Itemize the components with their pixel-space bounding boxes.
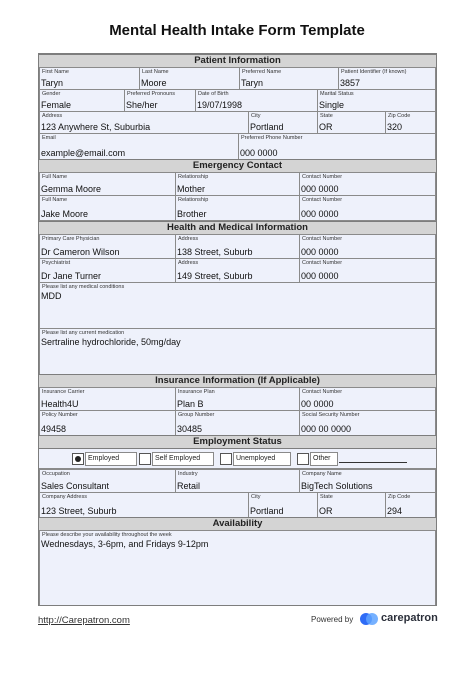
company-state-label: State — [320, 494, 333, 500]
pronouns-value: She/her — [126, 100, 158, 110]
section-employment-status: Employment Status — [39, 435, 436, 449]
physician-contact-value: 000 0000 — [301, 247, 339, 257]
company-zip-value: 294 — [387, 506, 403, 516]
industry-field[interactable] — [175, 469, 300, 493]
company-city-label: City — [251, 494, 261, 500]
other-specify-line[interactable] — [339, 462, 407, 463]
marital-status-value: Single — [319, 100, 345, 110]
employed-radio[interactable] — [72, 453, 84, 465]
address-label: Address — [42, 113, 63, 119]
email-label: Email — [42, 135, 56, 141]
section-health-medical: Health and Medical Information — [39, 221, 436, 235]
availability-label: Please describe your availability throughout the week — [42, 532, 172, 538]
unemployed-radio[interactable] — [220, 453, 232, 465]
occupation-value: Sales Consultant — [41, 481, 110, 491]
current-medication-field[interactable] — [39, 328, 436, 375]
preferred-name-value: Taryn — [241, 78, 264, 88]
physician-address-label: Address — [178, 236, 199, 242]
group-number-label: Group Number — [178, 412, 215, 418]
emergency-2-name-value: Jake Moore — [41, 209, 89, 219]
insurance-plan-label: Insurance Plan — [178, 389, 215, 395]
medical-conditions-label: Please list any medical conditions — [42, 284, 125, 290]
emergency-1-relationship-value: Mother — [177, 184, 206, 194]
city-field[interactable] — [248, 111, 318, 134]
insurance-carrier-label: Insurance Carrier — [42, 389, 85, 395]
psychiatrist-contact-value: 000 0000 — [301, 271, 339, 281]
insurance-plan-value: Plan B — [177, 399, 204, 409]
current-medication-label: Please list any current medication — [42, 330, 125, 336]
unemployed-option-label: Unemployed — [233, 452, 291, 466]
self-employed-option-label: Self Employed — [152, 452, 214, 466]
physician-contact-label: Contact Number — [302, 236, 343, 242]
emergency-1-name-field[interactable] — [39, 172, 176, 196]
phone-label: Preferred Phone Number — [241, 135, 303, 141]
city-value: Portland — [250, 122, 284, 132]
email-value: example@email.com — [41, 148, 126, 158]
insurance-contact-field[interactable] — [299, 387, 436, 411]
gender-value: Female — [41, 100, 72, 110]
occupation-label: Occupation — [42, 471, 70, 477]
physician-name-value: Dr Cameron Wilson — [41, 247, 120, 257]
patient-identifier-field[interactable] — [338, 67, 436, 90]
availability-field[interactable] — [39, 530, 436, 605]
emergency-1-relationship-label: Relationship — [178, 174, 209, 180]
first-name-field[interactable] — [39, 67, 140, 90]
psychiatrist-address-label: Address — [178, 260, 199, 266]
psychiatrist-address-value: 149 Street, Suburb — [177, 271, 253, 281]
company-zip-field[interactable] — [385, 492, 436, 518]
first-name-value: Taryn — [41, 78, 64, 88]
marital-status-label: Marital Status — [320, 91, 354, 97]
intake-form — [38, 53, 437, 606]
carepatron-brand: carepatron — [381, 612, 438, 624]
date-of-birth-label: Date of Birth — [198, 91, 229, 97]
other-option-label: Other — [310, 452, 338, 466]
emergency-1-relationship-field[interactable] — [175, 172, 300, 196]
phone-field[interactable] — [238, 133, 436, 160]
current-medication-value: Sertraline hydrochloride, 50mg/day — [41, 337, 181, 347]
carepatron-link[interactable]: http://Carepatron.com — [38, 615, 130, 626]
company-state-value: OR — [319, 506, 333, 516]
company-address-value: 123 Street, Suburb — [41, 506, 117, 516]
psychiatrist-contact-field[interactable] — [299, 258, 436, 283]
date-of-birth-value: 19/07/1998 — [197, 100, 243, 110]
emergency-1-name-value: Gemma Moore — [41, 184, 102, 194]
policy-number-field[interactable] — [39, 410, 176, 436]
zip-code-field[interactable] — [385, 111, 436, 134]
emergency-2-contact-value: 000 0000 — [301, 209, 339, 219]
emergency-2-relationship-field[interactable] — [175, 195, 300, 221]
employed-option-label: Employed — [85, 452, 137, 466]
physician-contact-field[interactable] — [299, 234, 436, 259]
gender-field[interactable] — [39, 89, 125, 112]
emergency-2-name-field[interactable] — [39, 195, 176, 221]
emergency-2-relationship-value: Brother — [177, 209, 207, 219]
group-number-value: 30485 — [177, 424, 203, 434]
ssn-value: 000 00 0000 — [301, 424, 352, 434]
policy-number-value: 49458 — [41, 424, 67, 434]
medical-conditions-value: MDD — [41, 291, 62, 301]
pronouns-label: Preferred Pronouns — [127, 91, 175, 97]
phone-value: 000 0000 — [240, 148, 278, 158]
physician-name-label: Primary Care Physician — [42, 236, 100, 242]
insurance-plan-field[interactable] — [175, 387, 300, 411]
zip-code-label: Zip Code — [388, 113, 411, 119]
city-label: City — [251, 113, 261, 119]
physician-address-field[interactable] — [175, 234, 300, 259]
physician-address-value: 138 Street, Suburb — [177, 247, 253, 257]
emergency-1-contact-value: 000 0000 — [301, 184, 339, 194]
state-value: OR — [319, 122, 333, 132]
insurance-carrier-value: Health4U — [41, 399, 79, 409]
carepatron-logo-icon — [360, 611, 378, 627]
psychiatrist-name-value: Dr Jane Turner — [41, 271, 102, 281]
pronouns-field[interactable] — [124, 89, 196, 112]
emergency-1-contact-field[interactable] — [299, 172, 436, 196]
insurance-contact-value: 00 0000 — [301, 399, 334, 409]
address-field[interactable] — [39, 111, 249, 134]
company-city-value: Portland — [250, 506, 284, 516]
last-name-label: Last Name — [142, 69, 169, 75]
company-address-field[interactable] — [39, 492, 249, 518]
marital-status-field[interactable] — [317, 89, 436, 112]
section-patient-information: Patient Information — [39, 54, 436, 68]
company-name-label: Company Name — [302, 471, 342, 477]
ssn-field[interactable] — [299, 410, 436, 436]
emergency-1-name-label: Full Name — [42, 174, 68, 180]
insurance-contact-label: Contact Number — [302, 389, 343, 395]
company-state-field[interactable] — [317, 492, 386, 518]
date-of-birth-field[interactable] — [195, 89, 318, 112]
psychiatrist-address-field[interactable] — [175, 258, 300, 283]
occupation-field[interactable] — [39, 469, 176, 493]
psychiatrist-contact-label: Contact Number — [302, 260, 343, 266]
state-field[interactable] — [317, 111, 386, 134]
emergency-2-contact-label: Contact Number — [302, 197, 343, 203]
patient-identifier-label: Patient Identifier (If known) — [341, 69, 407, 75]
first-name-label: First Name — [42, 69, 69, 75]
emergency-1-contact-label: Contact Number — [302, 174, 343, 180]
availability-value: Wednesdays, 3-6pm, and Fridays 9-12pm — [41, 539, 209, 549]
company-name-value: BigTech Solutions — [301, 481, 373, 491]
selected-dot-icon — [75, 456, 81, 462]
employment-options — [39, 449, 436, 469]
gender-label: Gender — [42, 91, 61, 97]
emergency-2-relationship-label: Relationship — [178, 197, 209, 203]
emergency-2-contact-field[interactable] — [299, 195, 436, 221]
zip-code-value: 320 — [387, 122, 403, 132]
psychiatrist-name-label: Psychiatrist — [42, 260, 71, 266]
psychiatrist-name-field[interactable] — [39, 258, 176, 283]
preferred-name-label: Preferred Name — [242, 69, 282, 75]
email-field[interactable] — [39, 133, 239, 160]
powered-by-text: Powered by — [311, 615, 354, 624]
state-label: State — [320, 113, 333, 119]
last-name-value: Moore — [141, 78, 167, 88]
section-availability: Availability — [39, 517, 436, 531]
last-name-field[interactable] — [139, 67, 240, 90]
company-address-label: Company Address — [42, 494, 87, 500]
medical-conditions-field[interactable] — [39, 282, 436, 329]
company-zip-label: Zip Code — [388, 494, 411, 500]
self-employed-radio[interactable] — [139, 453, 151, 465]
company-city-field[interactable] — [248, 492, 318, 518]
physician-name-field[interactable] — [39, 234, 176, 259]
section-insurance: Insurance Information (If Applicable) — [39, 374, 436, 388]
other-radio[interactable] — [297, 453, 309, 465]
address-value: 123 Anywhere St, Suburbia — [41, 122, 151, 132]
patient-identifier-value: 3857 — [340, 78, 361, 88]
group-number-field[interactable] — [175, 410, 300, 436]
section-emergency-contact: Emergency Contact — [39, 159, 436, 173]
insurance-carrier-field[interactable] — [39, 387, 176, 411]
industry-label: Industry — [178, 471, 198, 477]
preferred-name-field[interactable] — [239, 67, 339, 90]
ssn-label: Social Security Number — [302, 412, 360, 418]
form-title: Mental Health Intake Form Template — [109, 22, 365, 39]
company-name-field[interactable] — [299, 469, 436, 493]
emergency-2-name-label: Full Name — [42, 197, 68, 203]
industry-value: Retail — [177, 481, 201, 491]
policy-number-label: Policy Number — [42, 412, 78, 418]
